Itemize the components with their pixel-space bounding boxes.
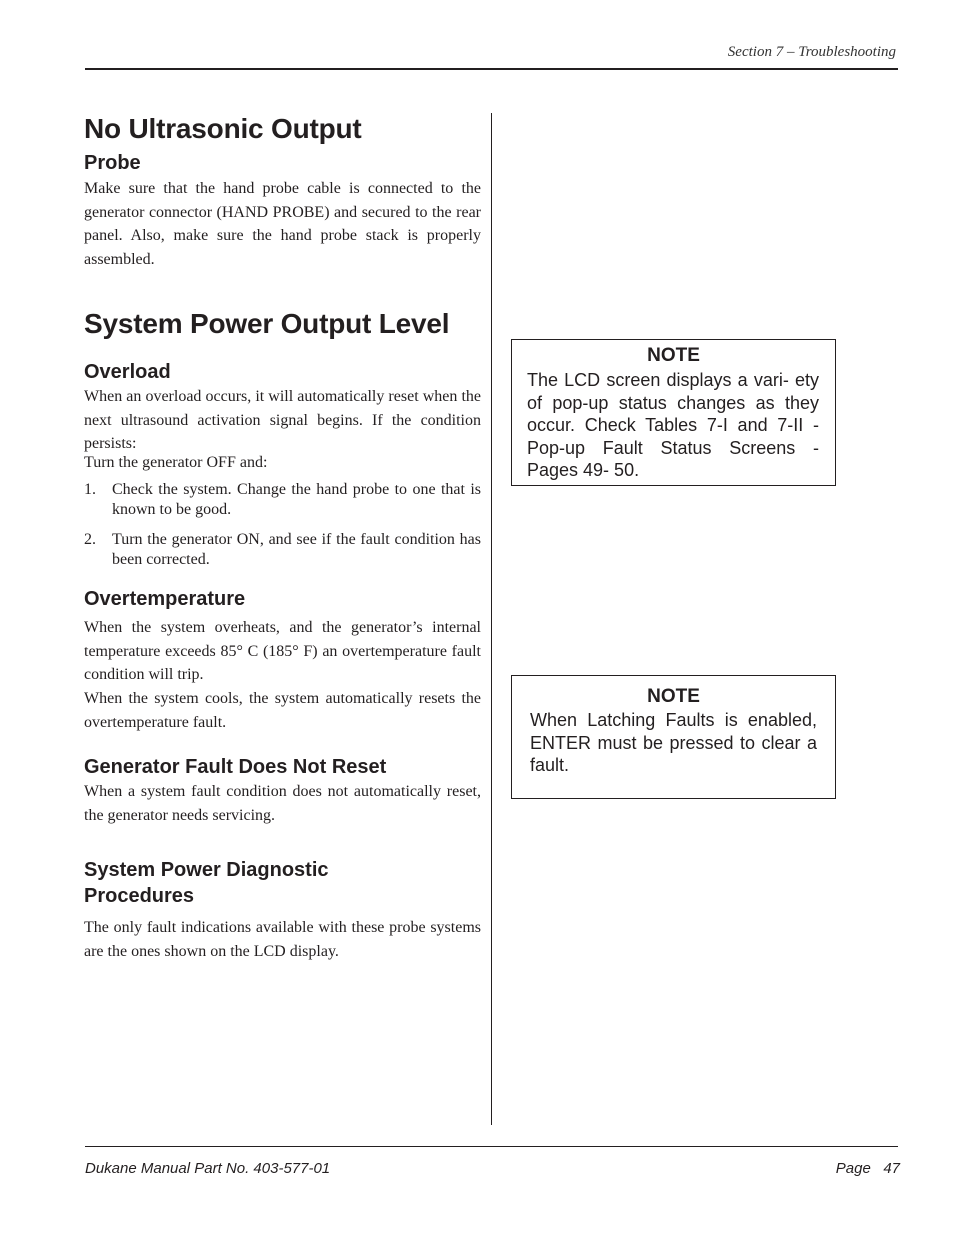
note-title: NOTE xyxy=(647,345,700,366)
list-item-number: 1. xyxy=(84,481,96,498)
heading-diagnostic-line-1: System Power Diagnostic xyxy=(84,859,329,881)
heading-diagnostic-line-2: Procedures xyxy=(84,885,195,907)
section-title-no-ultrasonic-output: No Ultrasonic Output xyxy=(84,113,362,144)
header-rule xyxy=(85,68,898,70)
footer-rule xyxy=(85,1146,898,1147)
note-box-latching-faults xyxy=(511,675,836,799)
running-head: Section 7 – Troubleshooting xyxy=(727,44,896,60)
overtemperature-paragraph-2: When the system cools, the system automatically resets the overtemperature fault. xyxy=(84,690,481,731)
heading-probe: Probe xyxy=(84,152,141,174)
probe-paragraph: Make sure that the hand probe cable is connected to the generator connector (HAND PROBE) and secured to the rear panel. Also, make sure the hand probe stack is properly assembled. xyxy=(84,180,481,268)
column-divider xyxy=(491,113,492,1125)
note-text: The LCD screen displays a vari- ety of pop-up status changes as they occur. Check Tables 7-I and 7-II - Pop-up Fault Status Screens - Pages 49- 50. xyxy=(527,370,819,480)
note-box-lcd xyxy=(511,339,836,486)
list-item-number: 2. xyxy=(84,531,96,548)
heading-generator-fault-does-not-reset: Generator Fault Does Not Reset xyxy=(84,756,387,778)
footer-manual-number: Dukane Manual Part No. 403-577-01 xyxy=(85,1160,331,1177)
section-title-system-power-output-level: System Power Output Level xyxy=(84,308,450,339)
list-item-text: Turn the generator ON, and see if the fault condition has been corrected. xyxy=(112,531,481,568)
heading-overload: Overload xyxy=(84,361,171,383)
list-item-text: Check the system. Change the hand probe to one that is known to be good. xyxy=(112,481,481,518)
footer-page-label: Page xyxy=(835,1160,871,1177)
overload-turn-off: Turn the generator OFF and: xyxy=(84,454,268,471)
footer-page xyxy=(760,1160,900,1177)
overtemperature-paragraph-1: When the system overheats, and the generator’s internal temperature exceeds 85° C (185° F) an overtemperature fault condition will trip. xyxy=(84,619,481,683)
heading-overtemperature: Overtemperature xyxy=(84,588,246,610)
diagnostic-paragraph: The only fault indications available with these probe systems are the ones shown on the LCD display. xyxy=(84,919,481,960)
overload-paragraph: When an overload occurs, it will automatically reset when the next ultrasound activation signal begins. If the condition persists: xyxy=(84,388,481,452)
footer-page-number: 47 xyxy=(883,1160,900,1177)
note-text: When Latching Faults is enabled, ENTER must be pressed to clear a fault. xyxy=(530,710,817,775)
note-title: NOTE xyxy=(647,686,700,707)
generator-fault-paragraph: When a system fault condition does not automatically reset, the generator needs servicing. xyxy=(84,783,481,824)
